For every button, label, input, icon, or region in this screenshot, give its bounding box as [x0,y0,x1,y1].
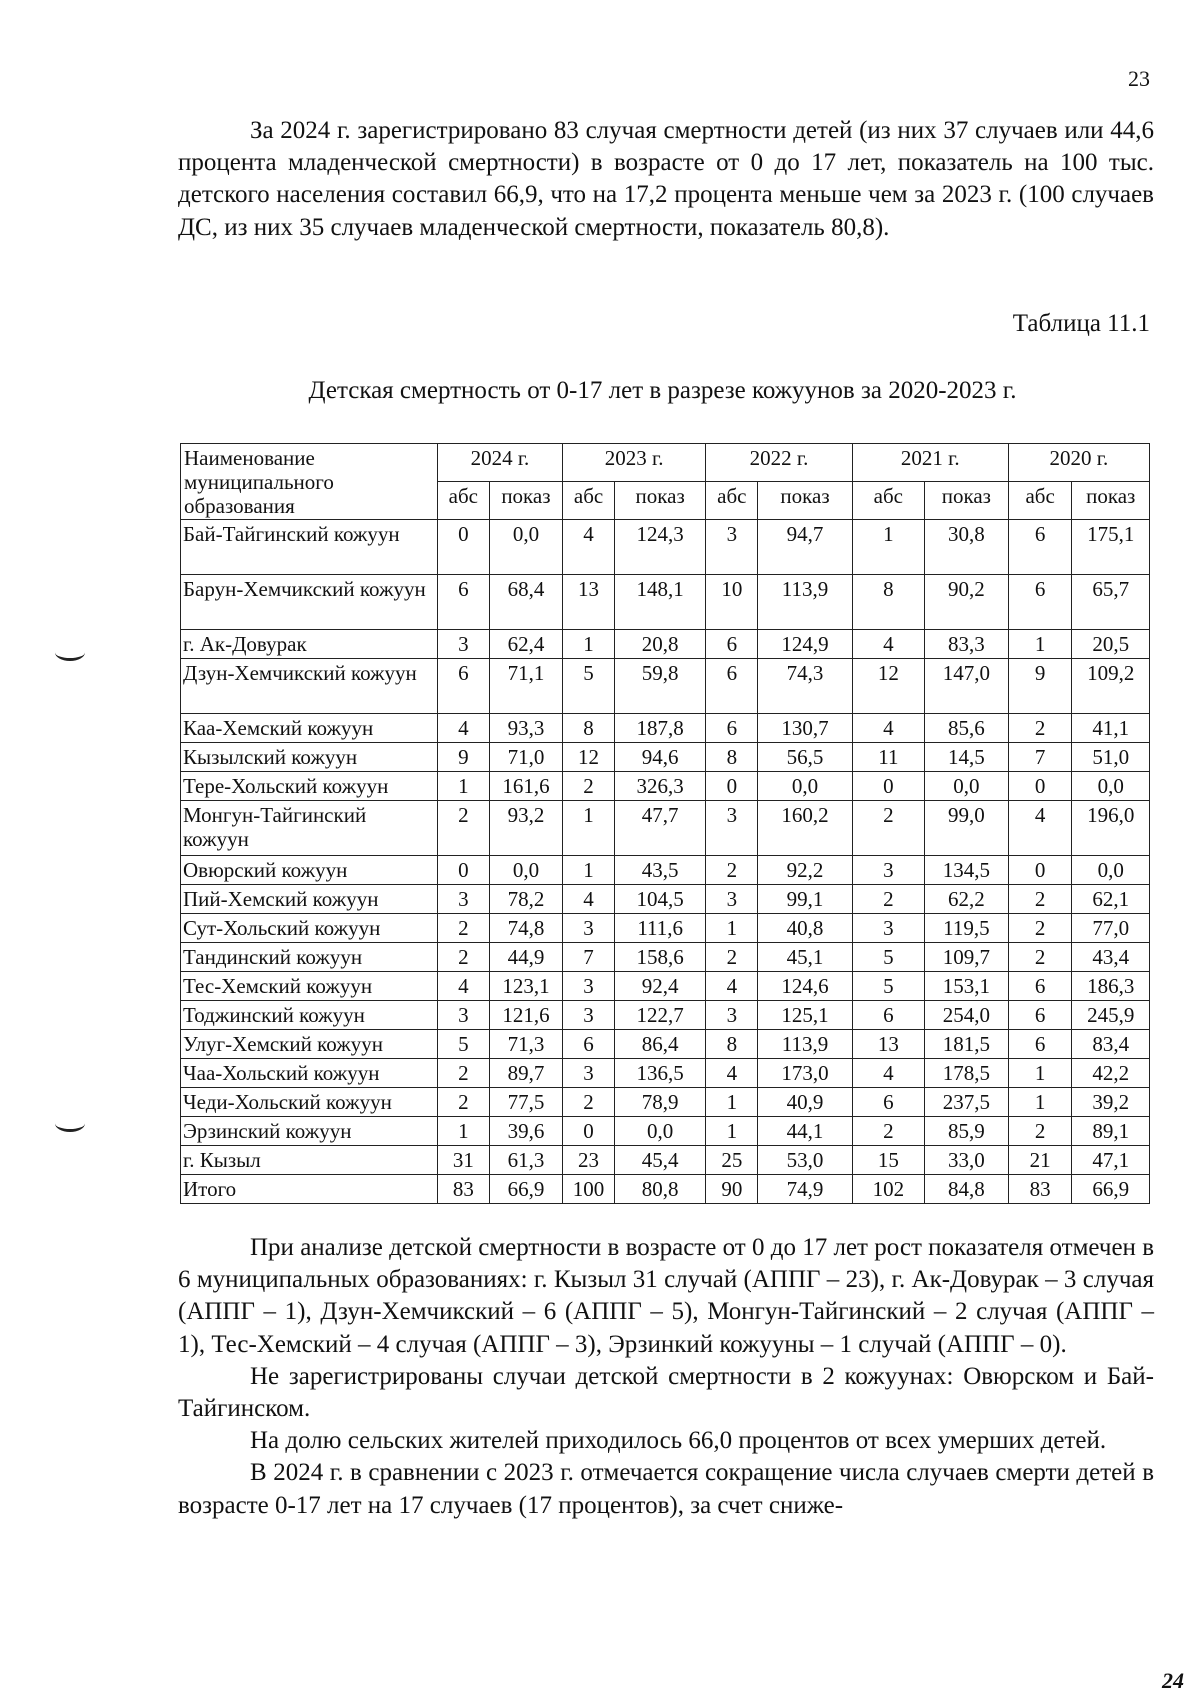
rate-value: 71,1 [489,659,562,714]
municipality-name: Овюрский кожуун [181,856,438,885]
rate-value: 245,9 [1072,1001,1150,1030]
abs-value: 2 [706,856,758,885]
rate-value: 74,9 [758,1175,852,1204]
abs-value: 3 [706,520,758,575]
abs-value: 6 [706,659,758,714]
rate-value: 45,4 [615,1146,706,1175]
rate-value: 153,1 [924,972,1008,1001]
rate-value: 92,2 [758,856,852,885]
rate-value: 85,9 [924,1117,1008,1146]
rate-value: 30,8 [924,520,1008,575]
municipality-name: Каа-Хемский кожуун [181,714,438,743]
rate-value: 237,5 [924,1088,1008,1117]
abs-value: 2 [852,801,924,856]
abs-header: абс [1008,482,1072,520]
table-row [181,1175,1150,1204]
municipality-name: г. Ак-Довурак [181,630,438,659]
rate-value: 109,2 [1072,659,1150,714]
rate-value: 175,1 [1072,520,1150,575]
abs-value: 3 [437,885,489,914]
abs-value: 13 [563,575,615,630]
abs-value: 1 [563,630,615,659]
rate-value: 158,6 [615,943,706,972]
rate-value: 42,2 [1072,1059,1150,1088]
table-caption: Таблица 11.1 [1012,310,1150,337]
table-row [181,856,1150,885]
abs-value: 4 [852,1059,924,1088]
rate-header: показ [1072,482,1150,520]
municipality-name: Улуг-Хемский кожуун [181,1030,438,1059]
abs-value: 1 [437,1117,489,1146]
rate-value: 83,4 [1072,1030,1150,1059]
municipality-name: Эрзинский кожуун [181,1117,438,1146]
abs-value: 3 [852,856,924,885]
municipality-name: Барун-Хемчикский кожуун [181,575,438,630]
municipality-name: Чеди-Хольский кожуун [181,1088,438,1117]
abs-value: 4 [563,885,615,914]
comparison-paragraph: В 2024 г. в сравнении с 2023 г. отмечается сокращение числа случаев смерти детей в возрасте 0-17 лет на 17 случаев (17 процентов), за счет сниже- [178,1459,1154,1519]
rate-value: 53,0 [758,1146,852,1175]
rate-value: 0,0 [924,772,1008,801]
abs-value: 2 [852,885,924,914]
rate-value: 148,1 [615,575,706,630]
rate-value: 68,4 [489,575,562,630]
abs-value: 0 [852,772,924,801]
municipality-name: г. Кызыл [181,1146,438,1175]
rate-value: 94,7 [758,520,852,575]
table-title: Детская смертность от 0-17 лет в разрезе кожуунов за 2020-2023 г. [308,377,1017,404]
abs-value: 10 [706,575,758,630]
abs-value: 3 [852,914,924,943]
abs-value: 2 [437,943,489,972]
abs-value: 3 [706,885,758,914]
rate-value: 74,3 [758,659,852,714]
abs-value: 0 [563,1117,615,1146]
table-row [181,714,1150,743]
abs-value: 6 [1008,972,1072,1001]
abs-header: абс [706,482,758,520]
rural-share-paragraph: На долю сельских жителей приходилось 66,0 процентов от всех умерших детей. [250,1427,1107,1455]
abs-value: 2 [563,772,615,801]
rate-value: 93,2 [489,801,562,856]
abs-value: 3 [706,801,758,856]
rate-value: 125,1 [758,1001,852,1030]
abs-value: 5 [437,1030,489,1059]
rate-value: 39,2 [1072,1088,1150,1117]
abs-value: 2 [563,1088,615,1117]
table-row [181,1117,1150,1146]
rate-value: 39,6 [489,1117,562,1146]
table-row [181,1030,1150,1059]
name-column-header: Наименование муниципального образования [181,444,438,520]
rate-value: 124,3 [615,520,706,575]
year-header: 2020 г. [1008,444,1149,482]
rate-value: 40,9 [758,1088,852,1117]
abs-value: 6 [852,1001,924,1030]
abs-value: 6 [706,630,758,659]
abs-value: 8 [563,714,615,743]
rate-value: 78,2 [489,885,562,914]
abs-value: 1 [563,856,615,885]
rate-value: 124,9 [758,630,852,659]
rate-value: 85,6 [924,714,1008,743]
municipality-name: Дзун-Хемчикский кожуун [181,659,438,714]
abs-value: 12 [563,743,615,772]
abs-value: 6 [563,1030,615,1059]
rate-value: 65,7 [1072,575,1150,630]
rate-value: 43,5 [615,856,706,885]
abs-value: 13 [852,1030,924,1059]
table-row [181,943,1150,972]
abs-value: 4 [437,972,489,1001]
rate-value: 61,3 [489,1146,562,1175]
rate-header: показ [615,482,706,520]
rate-value: 181,5 [924,1030,1008,1059]
abs-header: абс [563,482,615,520]
child-mortality-table [180,443,1150,1204]
abs-value: 4 [1008,801,1072,856]
rate-value: 173,0 [758,1059,852,1088]
abs-value: 6 [437,575,489,630]
abs-value: 1 [1008,1088,1072,1117]
abs-value: 3 [437,1001,489,1030]
abs-value: 2 [437,1088,489,1117]
rate-value: 47,1 [1072,1146,1150,1175]
abs-value: 2 [1008,914,1072,943]
abs-value: 3 [437,630,489,659]
margin-mark [55,644,85,661]
abs-value: 6 [1008,1001,1072,1030]
rate-value: 71,3 [489,1030,562,1059]
abs-value: 21 [1008,1146,1072,1175]
abs-value: 15 [852,1146,924,1175]
rate-value: 74,8 [489,914,562,943]
rate-value: 130,7 [758,714,852,743]
abs-value: 1 [1008,630,1072,659]
rate-value: 43,4 [1072,943,1150,972]
rate-value: 123,1 [489,972,562,1001]
abs-value: 7 [1008,743,1072,772]
rate-value: 86,4 [615,1030,706,1059]
abs-value: 2 [437,1059,489,1088]
abs-value: 12 [852,659,924,714]
rate-value: 0,0 [489,856,562,885]
rate-header: показ [489,482,562,520]
year-header: 2021 г. [852,444,1008,482]
rate-value: 80,8 [615,1175,706,1204]
rate-value: 0,0 [615,1117,706,1146]
abs-value: 3 [706,1001,758,1030]
rate-value: 104,5 [615,885,706,914]
abs-header: абс [437,482,489,520]
rate-value: 124,6 [758,972,852,1001]
abs-value: 2 [852,1117,924,1146]
abs-value: 6 [706,714,758,743]
year-header: 2023 г. [563,444,706,482]
abs-value: 2 [1008,1117,1072,1146]
rate-value: 40,8 [758,914,852,943]
rate-value: 71,0 [489,743,562,772]
rate-value: 254,0 [924,1001,1008,1030]
rate-header: показ [924,482,1008,520]
abs-value: 6 [437,659,489,714]
rate-value: 136,5 [615,1059,706,1088]
municipality-name: Кызылский кожуун [181,743,438,772]
analysis-paragraph: При анализе детской смертности в возрасте от 0 до 17 лет рост показателя отмечен в 6 муниципальных образованиях: г. Кызыл 31 случай (АППГ – 23), г. Ак-Довурак – 3 случая (АППГ – 1), Дзун-Хемчикский – 6 (АППГ – 5), Монгун-Тайгинский – 2 случая (АППГ – 1), Тес-Хемский – 4 случая (АППГ – 3), Эрзинкий кожууны – 1 случай (АППГ – 0). [178,1234,1154,1358]
table-row [181,914,1150,943]
abs-value: 2 [437,914,489,943]
abs-value: 83 [437,1175,489,1204]
table-row [181,575,1150,630]
rate-value: 41,1 [1072,714,1150,743]
abs-value: 23 [563,1146,615,1175]
abs-value: 3 [563,1001,615,1030]
rate-value: 113,9 [758,575,852,630]
rate-value: 59,8 [615,659,706,714]
table-row [181,972,1150,1001]
rate-value: 51,0 [1072,743,1150,772]
table-row [181,630,1150,659]
rate-value: 122,7 [615,1001,706,1030]
abs-value: 6 [1008,1030,1072,1059]
abs-value: 2 [1008,885,1072,914]
rate-value: 94,6 [615,743,706,772]
abs-value: 1 [852,520,924,575]
rate-value: 111,6 [615,914,706,943]
rate-value: 326,3 [615,772,706,801]
abs-value: 1 [706,1088,758,1117]
rate-value: 0,0 [1072,772,1150,801]
rate-value: 99,0 [924,801,1008,856]
abs-value: 5 [852,943,924,972]
abs-value: 90 [706,1175,758,1204]
table-row [181,659,1150,714]
rate-value: 119,5 [924,914,1008,943]
abs-value: 5 [563,659,615,714]
abs-value: 0 [1008,772,1072,801]
rate-value: 56,5 [758,743,852,772]
rate-value: 44,9 [489,943,562,972]
rate-value: 66,9 [1072,1175,1150,1204]
abs-value: 9 [437,743,489,772]
rate-header: показ [758,482,852,520]
municipality-name: Итого [181,1175,438,1204]
rate-value: 62,2 [924,885,1008,914]
rate-value: 186,3 [1072,972,1150,1001]
abs-value: 4 [706,972,758,1001]
abs-value: 5 [852,972,924,1001]
rate-value: 147,0 [924,659,1008,714]
table-row [181,1146,1150,1175]
abs-value: 2 [706,943,758,972]
body-text [0,1232,1200,1522]
rate-value: 33,0 [924,1146,1008,1175]
rate-value: 92,4 [615,972,706,1001]
abs-value: 1 [706,914,758,943]
rate-value: 45,1 [758,943,852,972]
abs-value: 8 [852,575,924,630]
rate-value: 178,5 [924,1059,1008,1088]
rate-value: 93,3 [489,714,562,743]
table-row [181,743,1150,772]
municipality-name: Тоджинский кожуун [181,1001,438,1030]
abs-value: 102 [852,1175,924,1204]
rate-value: 187,8 [615,714,706,743]
rate-value: 66,9 [489,1175,562,1204]
abs-value: 1 [437,772,489,801]
abs-value: 1 [1008,1059,1072,1088]
rate-value: 20,8 [615,630,706,659]
abs-value: 3 [563,914,615,943]
rate-value: 113,9 [758,1030,852,1059]
abs-value: 0 [706,772,758,801]
municipality-name: Чаа-Хольский кожуун [181,1059,438,1088]
municipality-name: Бай-Тайгинский кожуун [181,520,438,575]
rate-value: 196,0 [1072,801,1150,856]
rate-value: 83,3 [924,630,1008,659]
abs-value: 2 [437,801,489,856]
table-row [181,801,1150,856]
rate-value: 77,0 [1072,914,1150,943]
table-row [181,1059,1150,1088]
rate-value: 89,7 [489,1059,562,1088]
abs-value: 4 [563,520,615,575]
abs-value: 6 [852,1088,924,1117]
table-row [181,1088,1150,1117]
rate-value: 14,5 [924,743,1008,772]
year-header: 2022 г. [706,444,852,482]
rate-value: 109,7 [924,943,1008,972]
rate-value: 20,5 [1072,630,1150,659]
rate-value: 134,5 [924,856,1008,885]
intro-paragraph: За 2024 г. зарегистрировано 83 случая смертности детей (из них 37 случаев или 44,6 процента младенческой смертности) в возрасте от 0 до 17 лет, показатель на 100 тыс. детского населения составил 66,9, что на 17,2 процента меньше чем за 2023 г. (100 случаев ДС, из них 35 случаев младенческой смертности, показатель 80,8). [178,117,1154,241]
rate-value: 62,1 [1072,885,1150,914]
abs-value: 4 [706,1059,758,1088]
abs-value: 1 [706,1117,758,1146]
table-row [181,885,1150,914]
page-number: 23 [1128,66,1150,91]
rate-value: 160,2 [758,801,852,856]
year-header: 2024 г. [437,444,562,482]
rate-value: 0,0 [1072,856,1150,885]
abs-value: 4 [852,630,924,659]
abs-value: 6 [1008,575,1072,630]
abs-value: 0 [437,520,489,575]
abs-value: 0 [437,856,489,885]
abs-value: 83 [1008,1175,1072,1204]
rate-value: 0,0 [489,520,562,575]
table-row [181,772,1150,801]
rate-value: 161,6 [489,772,562,801]
rate-value: 90,2 [924,575,1008,630]
rate-value: 62,4 [489,630,562,659]
abs-value: 3 [563,972,615,1001]
rate-value: 78,9 [615,1088,706,1117]
margin-mark [55,1115,85,1132]
rate-value: 99,1 [758,885,852,914]
municipality-name: Тере-Хольский кожуун [181,772,438,801]
rate-value: 89,1 [1072,1117,1150,1146]
abs-value: 8 [706,1030,758,1059]
rate-value: 47,7 [615,801,706,856]
municipality-name: Сут-Хольский кожуун [181,914,438,943]
abs-value: 1 [563,801,615,856]
rate-value: 0,0 [758,772,852,801]
abs-value: 8 [706,743,758,772]
rate-value: 44,1 [758,1117,852,1146]
abs-value: 2 [1008,714,1072,743]
abs-value: 100 [563,1175,615,1204]
municipality-name: Монгун-Тайгинский кожуун [181,801,438,856]
abs-value: 6 [1008,520,1072,575]
abs-value: 9 [1008,659,1072,714]
abs-value: 31 [437,1146,489,1175]
table-row [181,520,1150,575]
abs-value: 4 [852,714,924,743]
municipality-name: Тес-Хемский кожуун [181,972,438,1001]
abs-header: абс [852,482,924,520]
abs-value: 4 [437,714,489,743]
abs-value: 2 [1008,943,1072,972]
rate-value: 84,8 [924,1175,1008,1204]
corner-handwritten-mark: 24 [1162,1668,1184,1693]
table-row [181,1001,1150,1030]
abs-value: 7 [563,943,615,972]
rate-value: 121,6 [489,1001,562,1030]
abs-value: 25 [706,1146,758,1175]
abs-value: 3 [563,1059,615,1088]
abs-value: 0 [1008,856,1072,885]
no-cases-paragraph: Не зарегистрированы случаи детской смертности в 2 кожуунах: Овюрском и Бай-Тайгинском. [178,1362,1154,1423]
municipality-name: Тандинский кожуун [181,943,438,972]
rate-value: 77,5 [489,1088,562,1117]
abs-value: 11 [852,743,924,772]
municipality-name: Пий-Хемский кожуун [181,885,438,914]
